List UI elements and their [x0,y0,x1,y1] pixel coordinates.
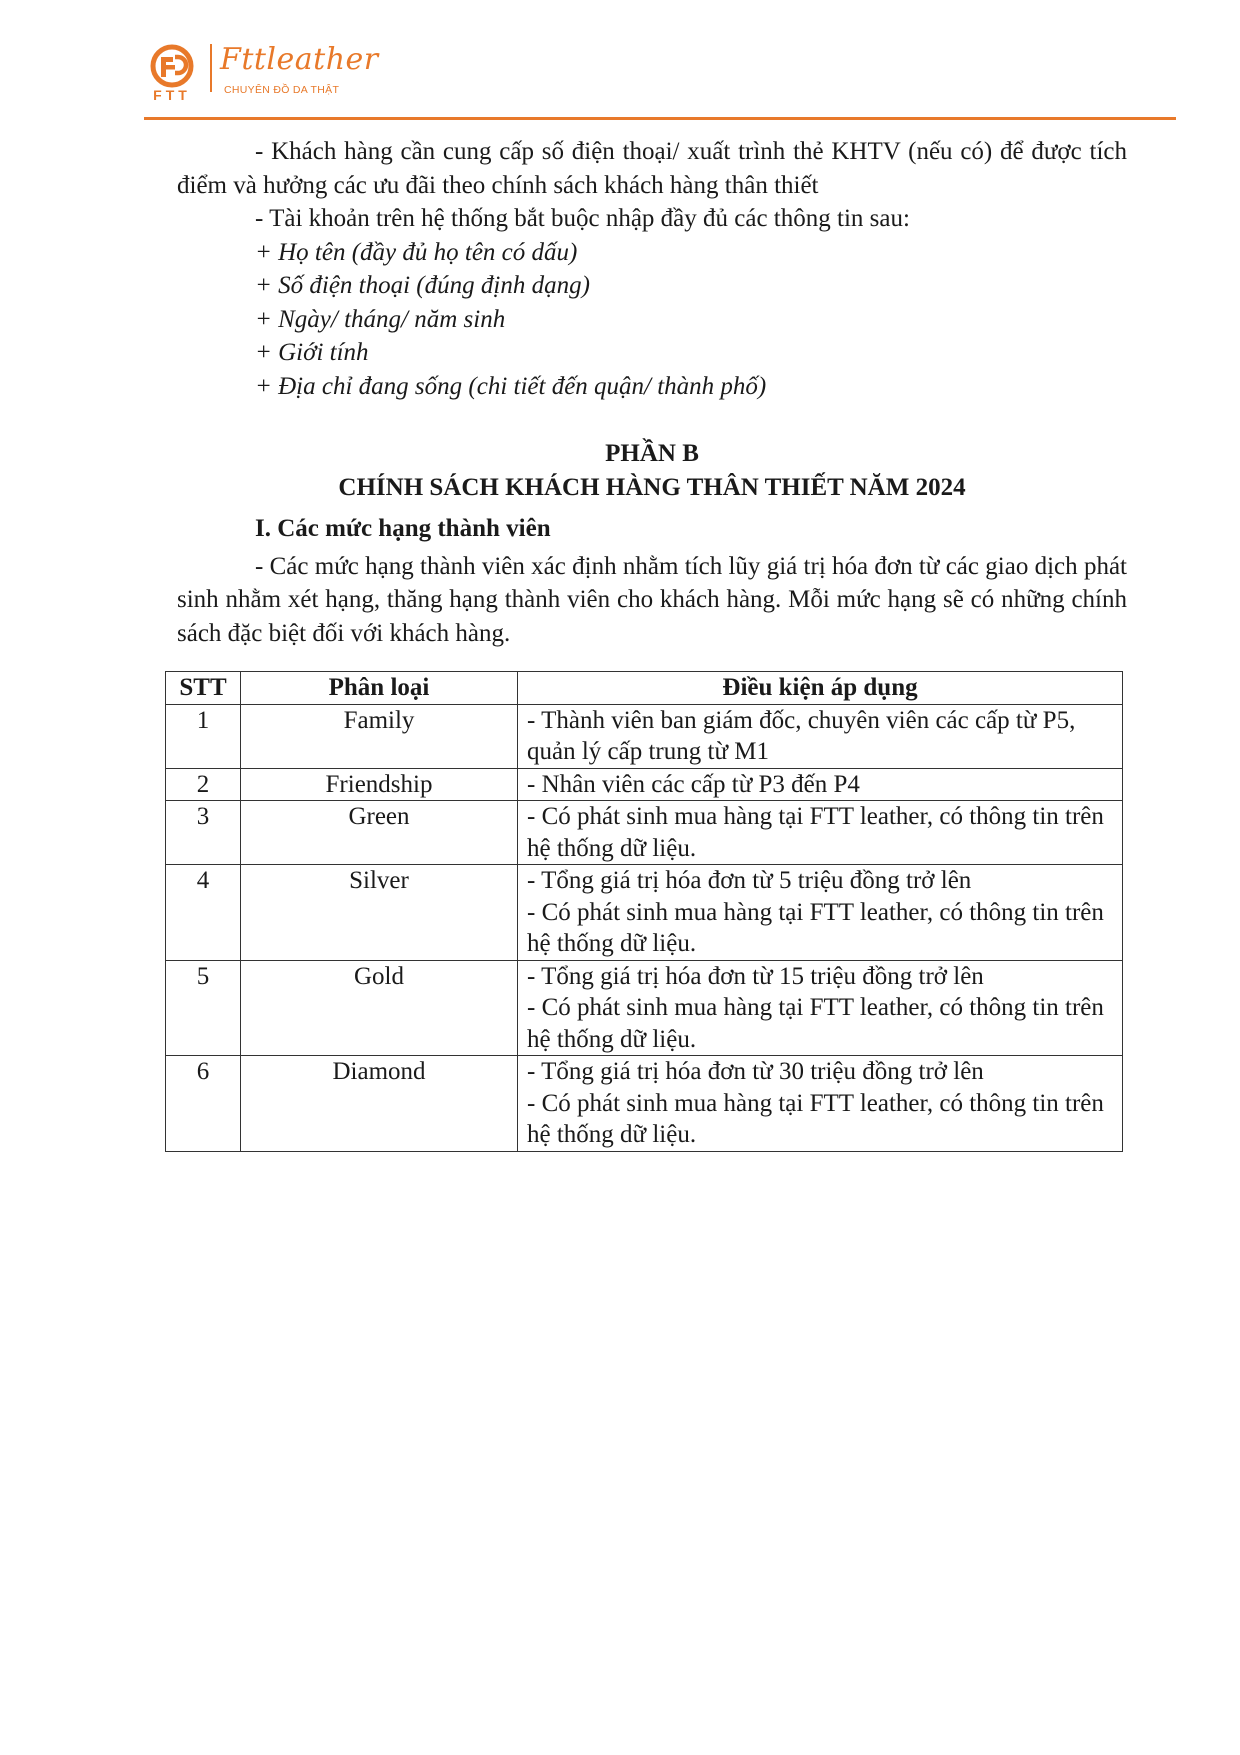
cell-stt: 5 [166,960,241,1056]
cell-type: Gold [241,960,518,1056]
table-row [166,704,1123,768]
required-field-item: + Giới tính [255,339,369,366]
cell-condition [518,704,1123,768]
required-field-item: + Họ tên (đầy đủ họ tên có dấu) [255,238,578,266]
section-paragraph: - Các mức hạng thành viên xác định nhằm tích lũy giá trị hóa đơn từ các giao dịch phát sinh nhằm xét hạng, thăng hạng thành viên cho khách hàng. Mỗi mức hạng sẽ có những chính sách đặc biệt đối với khách hàng. [177,552,1127,647]
cell-stt: 4 [166,865,241,961]
part-title: CHÍNH SÁCH KHÁCH HÀNG THÂN THIẾT NĂM 2024 [338,473,966,501]
intro-section [177,135,1127,403]
cell-type: Green [241,801,518,865]
intro-paragraph-1: - Khách hàng cần cung cấp số điện thoại/ xuất trình thẻ KHTV (nếu có) để được tích điểm và hưởng các ưu đãi theo chính sách khách hàng thân thiết [177,138,1127,199]
required-field-item: + Địa chỉ đang sống (chi tiết đến quận/ thành phố) [255,372,767,400]
table-row [166,1056,1123,1152]
condition-line: - Tổng giá trị hóa đơn từ 30 triệu đồng trở lên [527,1058,984,1085]
membership-tier-table [165,671,1123,1152]
condition-line: - Có phát sinh mua hàng tại FTT leather, có thông tin trên hệ thống dữ liệu. [527,1089,1104,1148]
cell-condition [518,1056,1123,1152]
table-row [166,768,1123,801]
condition-line: - Tổng giá trị hóa đơn từ 15 triệu đồng trở lên [527,962,984,990]
condition-line: - Có phát sinh mua hàng tại FTT leather, có thông tin trên hệ thống dữ liệu. [527,803,1104,862]
cell-type: Family [241,704,518,768]
condition-line: - Có phát sinh mua hàng tại FTT leather, có thông tin trên hệ thống dữ liệu. [527,898,1104,957]
required-field-item: + Số điện thoại (đúng định dạng) [255,272,590,299]
condition-line: - Nhân viên các cấp từ P3 đến P4 [527,770,860,798]
page-header [144,40,1184,120]
cell-condition [518,801,1123,865]
table-header-row [166,672,1123,705]
cell-condition [518,865,1123,961]
required-field-item: + Ngày/ tháng/ năm sinh [255,305,506,333]
logo-text: FTT [153,87,191,102]
table-row [166,801,1123,865]
logo-divider [210,44,212,92]
table-row [166,865,1123,961]
part-label: PHẦN B [605,440,699,467]
condition-line: - Tổng giá trị hóa đơn từ 5 triệu đồng trở lên [527,867,972,894]
cell-type: Friendship [241,768,518,801]
cell-condition [518,768,1123,801]
cell-type: Diamond [241,1056,518,1152]
header-rule [144,117,1176,120]
intro-paragraph-2: - Tài khoản trên hệ thống bắt buộc nhập đầy đủ các thông tin sau: [255,205,910,232]
condition-line: - Có phát sinh mua hàng tại FTT leather, có thông tin trên hệ thống dữ liệu. [527,994,1104,1053]
cell-stt: 2 [166,768,241,801]
cell-stt: 3 [166,801,241,865]
header-condition: Điều kiện áp dụng [518,672,1123,705]
header-type: Phân loại [241,672,518,705]
condition-line: - Thành viên ban giám đốc, chuyên viên các cấp từ P5, quản lý cấp trung từ M1 [527,706,1076,765]
cell-condition [518,960,1123,1056]
cell-stt: 1 [166,704,241,768]
part-b-section [177,437,1127,650]
ftt-logo-icon [144,44,200,102]
section-heading: I. Các mức hạng thành viên [255,515,551,542]
table-row [166,960,1123,1056]
brand-name: Fttleather [220,42,379,77]
cell-type: Silver [241,865,518,961]
header-stt: STT [166,672,241,705]
brand-tagline: CHUYÊN ĐỒ DA THẬT [224,84,340,96]
cell-stt: 6 [166,1056,241,1152]
